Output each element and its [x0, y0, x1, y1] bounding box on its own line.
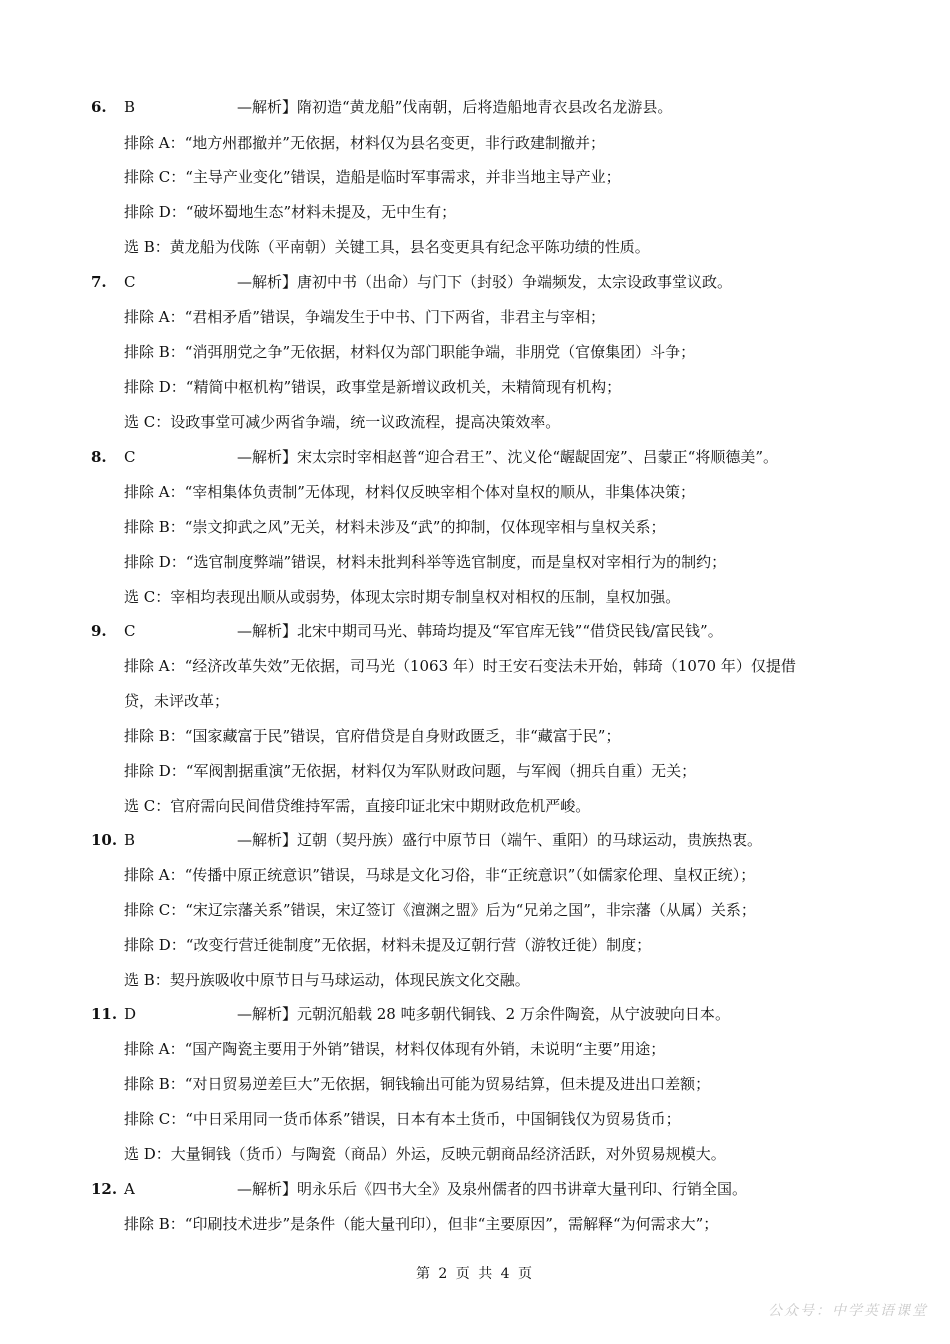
- analysis-line: 选 B：契丹族吸收中原节日与马球运动，体现民族文化交融。: [124, 971, 530, 989]
- analysis-text: —解析】辽朝（契丹族）盛行中原节日（端午、重阳）的马球运动，贵族热衷。: [237, 831, 763, 849]
- analysis-text: —解析】元朝沉船载 28 吨多朝代铜钱、2 万余件陶瓷，从宁波驶向日本。: [237, 1005, 730, 1023]
- question-number: 10.: [91, 831, 118, 849]
- analysis-line: 贷，未评改革；: [124, 692, 230, 710]
- analysis-line: 排除 C：“宋辽宗藩关系”错误，宋辽签订《澶渊之盟》后为“兄弟之国”，非宗藩（从属）关系；: [124, 901, 756, 919]
- answer-letter: B: [124, 98, 136, 116]
- answer-letter: B: [124, 831, 136, 849]
- analysis-line: 排除 C：“主导产业变化”错误，造船是临时军事需求，并非当地主导产业；: [124, 168, 621, 186]
- answer-letter: D: [124, 1005, 137, 1023]
- question-header: [0, 829, 950, 851]
- analysis-text: —解析】唐初中书（出命）与门下（封驳）争端频发，太宗设政事堂议政。: [237, 273, 733, 291]
- question-header: [0, 96, 950, 118]
- analysis-line: 排除 A：“传播中原正统意识”错误，马球是文化习俗，非“正统意识”（如儒家伦理、皇权正统）；: [124, 866, 756, 884]
- analysis-line: 选 C：宰相均表现出顺从或弱势，体现太宗时期专制皇权对相权的压制，皇权加强。: [124, 588, 681, 606]
- analysis-line: 选 B：黄龙船为伐陈（平南朝）关键工具，县名变更具有纪念平陈功绩的性质。: [124, 238, 650, 256]
- analysis-line: 排除 C：“中日采用同一货币体系”错误，日本有本土货币，中国铜钱仅为贸易货币；: [124, 1110, 681, 1128]
- answer-letter: A: [124, 1180, 135, 1198]
- analysis-line: 排除 B：“印刷技术进步”是条件（能大量刊印），但非“主要原因”，需解释“为何需求大”；: [124, 1215, 719, 1233]
- answer-letter: C: [124, 273, 136, 291]
- analysis-line: 排除 A：“君相矛盾”错误，争端发生于中书、门下两省，非君主与宰相；: [124, 308, 605, 326]
- answer-letter: C: [124, 622, 136, 640]
- analysis-line: 排除 D：“选官制度弊端”错误，材料未批判科举等选官制度，而是皇权对宰相行为的制约；: [124, 553, 727, 571]
- analysis-line: 选 D：大量铜钱（货币）与陶瓷（商品）外运，反映元朝商品经济活跃，对外贸易规模大。: [124, 1145, 726, 1163]
- analysis-line: 排除 B：“崇文抑武之风”无关，材料未涉及“武”的抑制，仅体现宰相与皇权关系；: [124, 518, 666, 536]
- question-header: [0, 1003, 950, 1025]
- analysis-line: 排除 B：“对日贸易逆差巨大”无依据，铜钱输出可能为贸易结算，但未提及进出口差额；: [124, 1075, 711, 1093]
- question-header: [0, 620, 950, 642]
- question-number: 9.: [91, 622, 107, 640]
- analysis-line: 排除 A：“国产陶瓷主要用于外销”错误，材料仅体现有外销，未说明“主要”用途；: [124, 1040, 666, 1058]
- question-number: 6.: [91, 98, 107, 116]
- analysis-text: —解析】北宋中期司马光、韩琦均提及“军官库无钱”“借贷民钱/富民钱”。: [237, 622, 723, 640]
- analysis-line: 排除 B：“消弭朋党之争”无依据，材料仅为部门职能争端，非朋党（官僚集团）斗争；: [124, 343, 696, 361]
- question-header: [0, 271, 950, 293]
- watermark: 公众号：中学英语课堂: [768, 1303, 928, 1319]
- question-number: 8.: [91, 448, 107, 466]
- answer-letter: C: [124, 448, 136, 466]
- analysis-line: 选 C：设政事堂可减少两省争端，统一议政流程，提高决策效率。: [124, 413, 561, 431]
- page-footer: 第 2 页 共 4 页: [415, 1266, 535, 1282]
- analysis-text: —解析】明永乐后《四书大全》及泉州儒者的四书讲章大量刊印、行销全国。: [237, 1180, 748, 1198]
- analysis-line: 排除 B：“国家藏富于民”错误，官府借贷是自身财政匮乏，非“藏富于民”；: [124, 727, 621, 745]
- analysis-line: 排除 A：“经济改革失效”无依据，司马光（1063 年）时王安石变法未开始，韩琦（1070 年）仅提借: [124, 657, 796, 675]
- analysis-line: 排除 D：“改变行营迁徙制度”无依据，材料未提及辽朝行营（游牧迁徙）制度；: [124, 936, 652, 954]
- analysis-line: 排除 A：“宰相集体负责制”无体现，材料仅反映宰相个体对皇权的顺从，非集体决策；: [124, 483, 695, 501]
- analysis-line: 选 C：官府需向民间借贷维持军需，直接印证北宋中期财政危机严峻。: [124, 797, 591, 815]
- question-number: 7.: [91, 273, 107, 291]
- question-number: 11.: [91, 1005, 118, 1023]
- analysis-text: —解析】隋初造“黄龙船”伐南朝，后将造船地青衣县改名龙游县。: [237, 98, 673, 116]
- analysis-line: 排除 D：“军阀割据重演”无依据，材料仅为军队财政问题，与军阀（拥兵自重）无关；: [124, 762, 697, 780]
- analysis-line: 排除 A：“地方州郡撤并”无依据，材料仅为县名变更，非行政建制撤并；: [124, 134, 605, 152]
- question-number: 12.: [91, 1180, 118, 1198]
- analysis-text: —解析】宋太宗时宰相赵普“迎合君王”、沈义伦“龌龊固宠”、吕蒙正“将顺德美”。: [237, 448, 779, 466]
- question-header: [0, 446, 950, 468]
- analysis-line: 排除 D：“精简中枢机构”错误，政事堂是新增议政机关，未精简现有机构；: [124, 378, 622, 396]
- analysis-line: 排除 D：“破坏蜀地生态”材料未提及，无中生有；: [124, 203, 457, 221]
- question-header: [0, 1178, 950, 1200]
